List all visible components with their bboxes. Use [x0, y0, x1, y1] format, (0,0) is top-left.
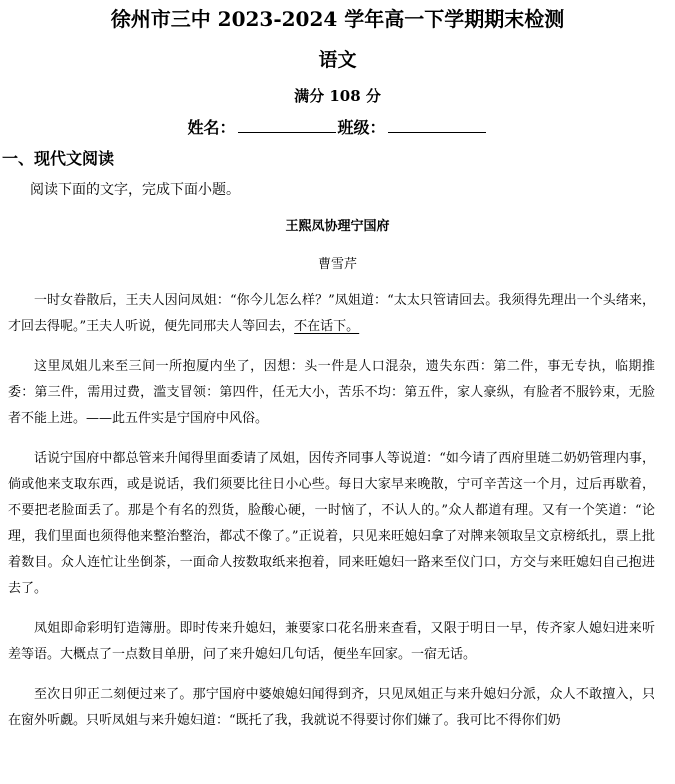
article-title: 王熙凤协理宁国府	[285, 219, 390, 234]
name-label: 姓名：	[187, 118, 236, 137]
article-body	[8, 288, 655, 748]
student-info-line	[0, 116, 675, 139]
underlined-phrase: 不在话下。	[294, 319, 360, 334]
article-author: 曹雪芹	[317, 257, 357, 272]
class-label: 班级：	[337, 118, 386, 137]
subject-title: 语文	[318, 49, 357, 71]
section-title: 一、现代文阅读	[2, 149, 115, 168]
paragraph: 凤姐即命彩明钉造簿册。即时传来升媳妇，兼要家口花名册来查看，又限于明日一早，传齐家人媳妇进来听差等语。大概点了一点数目单册，问了来升媳妇几句话，便坐车回家。一宿无话。	[8, 621, 655, 662]
class-blank[interactable]	[388, 116, 486, 133]
exam-title: 徐州市三中 2023-2024 学年高一下学期期末检测	[110, 7, 565, 31]
paragraph-text: 一时女眷散后，王夫人因问凤姐：“你今儿怎么样？”凤姐道：“太太只管请回去。我须得先理出一个头绪来，才回去得呢。”王夫人听说，便先同邢夫人等回去，	[8, 293, 655, 334]
paragraph: 话说宁国府中都总管来升闻得里面委请了凤姐，因传齐同事人等说道：“如今请了西府里琏二奶奶管理内事，倘或他来支取东西，或是说话，我们须要比往日小心些。每日大家早来晚散，宁可辛苦这一个月，过后再歇着，不要把老脸面丢了。那是个有名的烈货，脸酸心硬，一时恼了，不认人的。”众人都道有理。又有一个笑道：“论理，我们里面也须得他来整治整治，都忒不像了。”正说着，只见来旺媳妇拿了对牌来领取呈文京榜纸扎，票上批着数目。众人连忙让坐倒茶，一面命人按数取纸来抱着，同来旺媳妇一路来至仪门口，方交与来旺媳妇自己抱进去了。	[8, 451, 655, 596]
score-line: 满分 108 分	[294, 87, 381, 105]
paragraph: 这里凤姐儿来至三间一所抱厦内坐了，因想：头一件是人口混杂，遗失东西：第二件，事无专执，临期推委：第三件，需用过费，滥支冒领：第四件，任无大小，苦乐不均：第五件，家人豪纵，有脸者不服钤束，无脸者不能上进。——此五件实是宁国府中风俗。	[8, 359, 655, 426]
section-instruction: 阅读下面的文字，完成下面小题。	[30, 182, 240, 198]
paragraph	[8, 288, 655, 340]
name-blank[interactable]	[238, 116, 336, 133]
paragraph: 至次日卯正二刻便过来了。那宁国府中婆娘媳妇闻得到齐，只见凤姐正与来升媳妇分派，众人不敢擅入，只在窗外听觑。只听凤姐与来升媳妇道：“既托了我，我就说不得要讨你们嫌了。我可比不得你们奶	[8, 687, 655, 728]
